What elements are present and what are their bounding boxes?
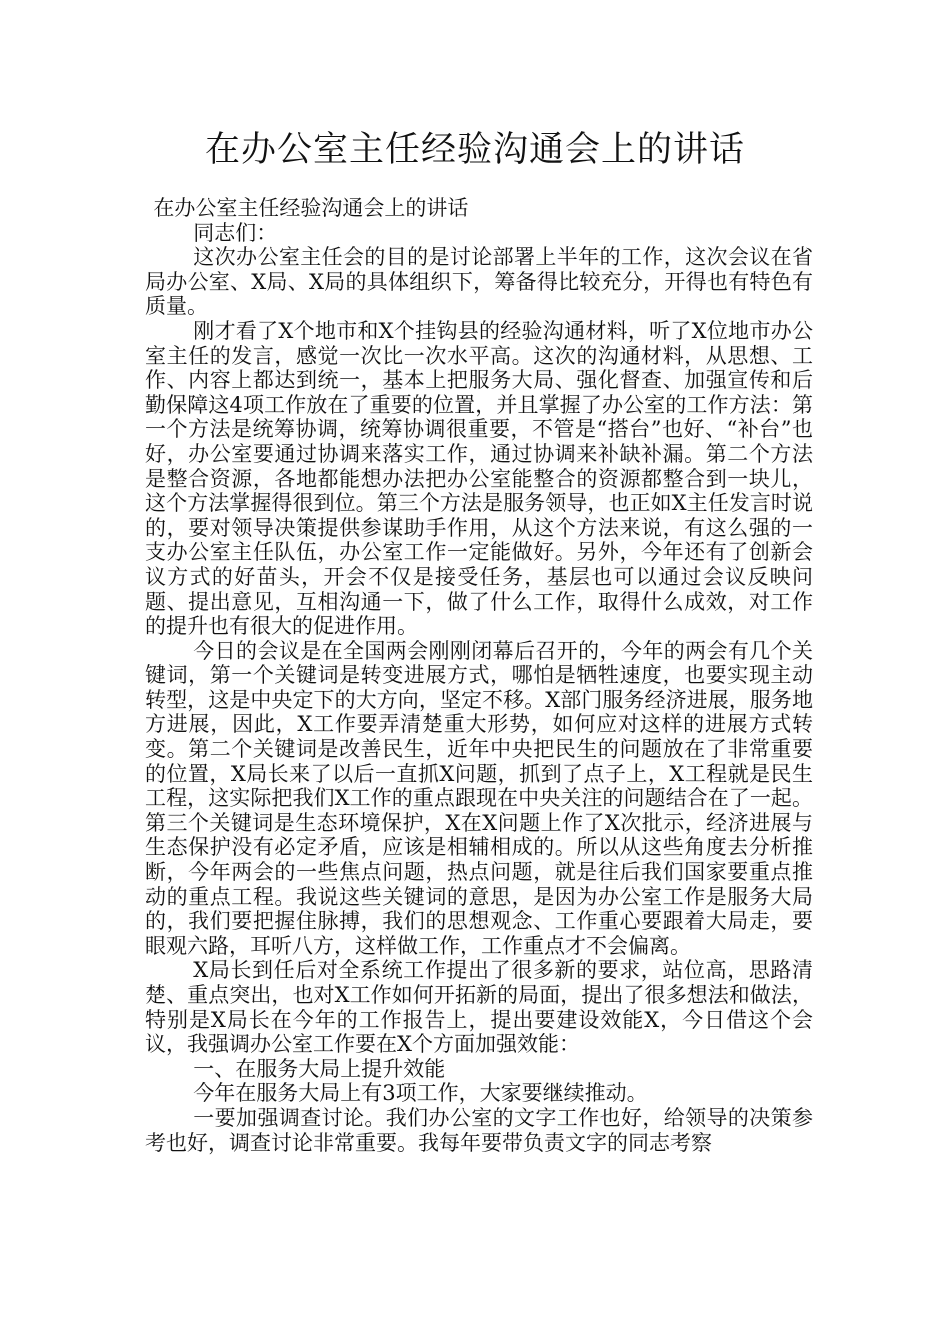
- body-paragraph: 今年在服务大局上有3项工作，大家要继续推动。: [193, 1081, 648, 1106]
- body-paragraph: 刚才看了X个地市和X个挂钩县的经验沟通材料，听了X位地市办公室主任的发言，感觉一次比一次水平高。这次的沟通材料，从思想、工作、内容上都达到统一，基本上把服务大局、强化督查、加强宣传和后勤保障这4项工作放在了重要的位置，并且掌握了办公室的工作方法：第一个方法是统筹协调，统筹协调很重要，不管是“搭台”也好、“补台”也好，办公室要通过协调来落实工作，通过协调来补缺补漏。第二个方法是整合资源，各地都能想办法把办公室能整合的资源都整合到一块儿，这个方法掌握得很到位。第三个方法是服务领导，也正如X主任发言时说的，要对领导决策提供参谋助手作用，从这个方法来说，有这么强的一支办公室主任队伍，办公室工作一定能做好。另外，今年还有了创新会议方式的好苗头，开会不仅是接受任务，基层也可以通过会议反映问题、提出意见，互相沟通一下，做了什么工作，取得什么成效，对工作的提升也有很大的促进作用。: [145, 318, 813, 639]
- body-paragraph: 今日的会议是在全国两会刚刚闭幕后召开的，今年的两会有几个关键词，第一个关键词是转变进展方式，哪怕是牺牲速度，也要实现主动转型，这是中央定下的大方向，坚定不移。X部门服务经济进展，服务地方进展，因此，X工作要弄清楚重大形势，如何应对这样的进展方式转变。第二个关键词是改善民生，近年中央把民生的问题放在了非常重要的位置，X局长来了以后一直抓X问题，抓到了点子上，X工程就是民生工程，这实际把我们X工作的重点跟现在中央关注的问题结合在了一起。第三个关键词是生态环境保护，X在X问题上作了X次批示，经济进展与生态保护没有必定矛盾，应该是相辅相成的。所以从这些角度去分析推断，今年两会的一些焦点问题，热点问题，就是往后我们国家要重点推动的重点工程。我说这些关键词的意思，是因为办公室工作是服务大局的，我们要把握住脉搏，我们的思想观念、工作重心要跟着大局走，要眼观六路，耳听八方，这样做工作，工作重点才不会偏离。: [145, 638, 813, 958]
- document-title: 在办公室主任经验沟通会上的讲话: [204, 130, 745, 170]
- body-paragraph: 这次办公室主任会的目的是讨论部署上半年的工作，这次会议在省局办公室、X局、X局的具体组织下，筹备得比较充分，开得也有特色有质量。: [145, 245, 813, 319]
- document-body: [145, 196, 813, 1155]
- section-heading: 一、在服务大局上提升效能: [193, 1056, 446, 1081]
- body-paragraph: X局长到任后对全系统工作提出了很多新的要求，站位高，思路清楚、重点突出，也对X工作如何开拓新的局面，提出了很多想法和做法，特别是X局长在今年的工作报告上，提出要建设效能X，今日借这个会议，我强调办公室工作要在X个方面加强效能：: [145, 958, 813, 1057]
- salutation: 同志们：: [193, 220, 278, 245]
- document-subtitle: 在办公室主任经验沟通会上的讲话: [153, 196, 469, 220]
- body-paragraph: 一要加强调查讨论。我们办公室的文字工作也好，给领导的决策参考也好，调查讨论非常重要。我每年要带负责文字的同志考察: [145, 1105, 813, 1155]
